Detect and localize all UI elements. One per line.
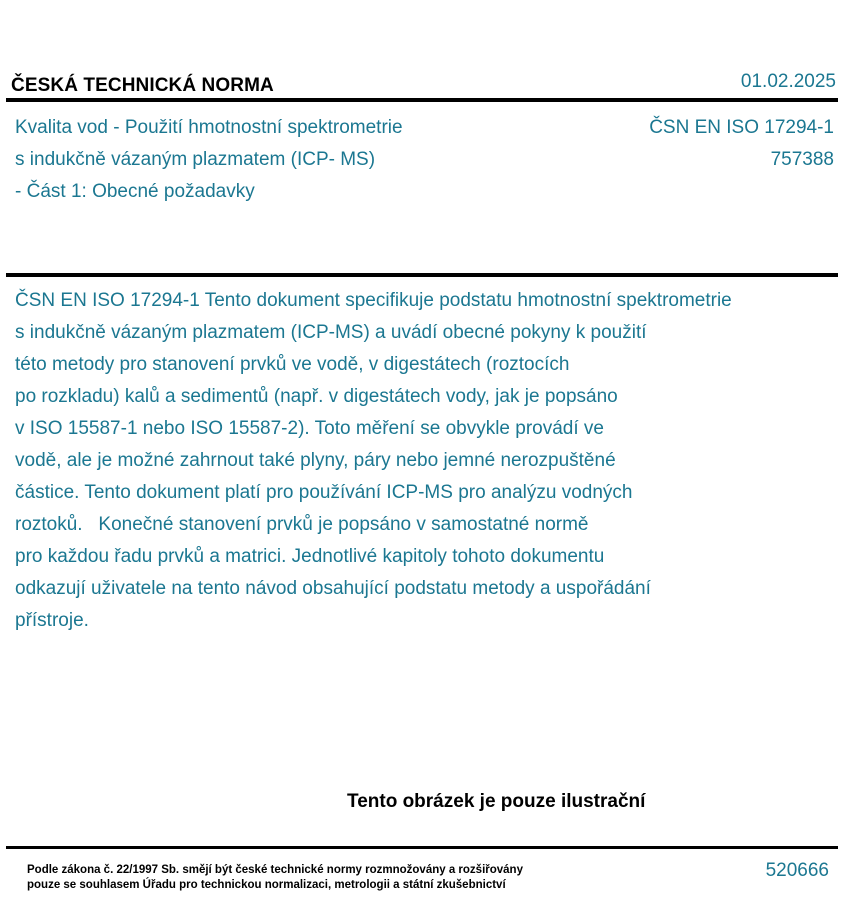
- abstract-line: v ISO 15587-1 nebo ISO 15587-2). Toto měření se obvykle provádí ve: [15, 418, 604, 439]
- footer-rule: [6, 846, 838, 849]
- document-title-line-2: s indukčně vázaným plazmatem (ICP- MS): [15, 149, 376, 170]
- abstract-line: odkazují uživatele na tento návod obsahující podstatu metody a uspořádání: [15, 578, 651, 599]
- document-title-line-1: Kvalita vod - Použití hmotnostní spektrometrie: [15, 117, 403, 138]
- footer-legal-line-2: pouze se souhlasem Úřadu pro technickou normalizaci, metrologii a státní zkušebnictví: [27, 879, 506, 891]
- document-code: ČSN EN ISO 17294-1: [649, 117, 834, 138]
- abstract-line: částice. Tento dokument platí pro používání ICP-MS pro analýzu vodných: [15, 482, 633, 503]
- abstract-line: s indukčně vázaným plazmatem (ICP-MS) a uvádí obecné pokyny k použití: [15, 322, 647, 343]
- abstract-line: po rozkladu) kalů a sedimentů (např. v digestátech vody, jak je popsáno: [15, 386, 618, 407]
- abstract-line: ČSN EN ISO 17294-1 Tento dokument specifikuje podstatu hmotnostní spektrometrie: [15, 290, 732, 311]
- header-date: 01.02.2025: [740, 71, 836, 92]
- document-class-number: 757388: [770, 149, 834, 170]
- footer-number: 520666: [765, 860, 829, 881]
- abstract-line: přístroje.: [15, 610, 89, 631]
- abstract-line: roztoků. Konečné stanovení prvků je popsáno v samostatné normě: [15, 514, 589, 535]
- footer-legal-notice: [27, 863, 523, 893]
- title-rule: [6, 273, 838, 277]
- document-title-line-3: - Část 1: Obecné požadavky: [15, 181, 255, 202]
- abstract: [15, 285, 845, 637]
- abstract-line: pro každou řadu prvků a matrici. Jednotlivé kapitoly tohoto dokumentu: [15, 546, 605, 567]
- header-rule: [6, 98, 838, 102]
- header-title: ČESKÁ TECHNICKÁ NORMA: [11, 75, 274, 96]
- abstract-line: vodě, ale je možné zahrnout také plyny, páry nebo jemné nerozpuštěné: [15, 450, 616, 471]
- footer-legal-line-1: Podle zákona č. 22/1997 Sb. smějí být české technické normy rozmnožovány a rozšiřovány: [27, 864, 523, 876]
- illustration-note: Tento obrázek je pouze ilustrační: [347, 791, 646, 812]
- abstract-line: této metody pro stanovení prvků ve vodě, v digestátech (roztocích: [15, 354, 570, 375]
